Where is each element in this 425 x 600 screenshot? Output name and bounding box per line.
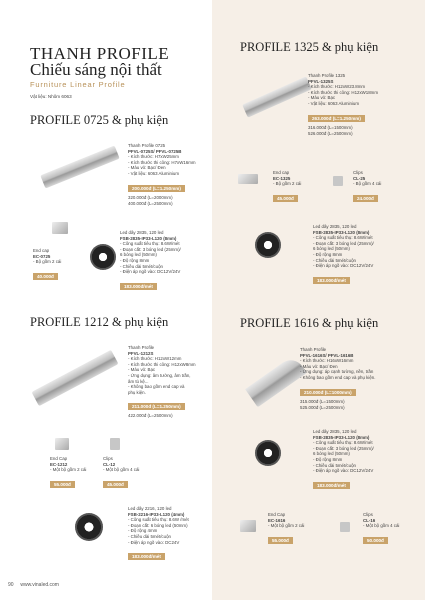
led-strip-reel-image [75, 513, 103, 541]
led-code: FSB-2835-IP33-L120 (8mm) [120, 235, 177, 241]
spec-line: - Điện áp ngõ vào: DC12V/24V [313, 468, 374, 474]
accessory-set: - Một bộ gồm 4 cái [103, 467, 140, 473]
accessory-code: CL-12 [103, 461, 116, 467]
page-number: 90 [8, 582, 14, 588]
profile-1212-image [32, 350, 119, 406]
price-badge: 40.000đ [33, 273, 58, 280]
profile-0725-image [40, 146, 119, 189]
price-line: 525.000đ (L=2500mm) [300, 404, 345, 410]
endcap-0725-info [33, 248, 73, 283]
accessory-name: End Cap [268, 512, 286, 517]
spec-line: - Ứng dụng: áp cạnh tường, nền, trần [300, 369, 374, 375]
price-badge: 183.000đ/mét [128, 553, 165, 560]
product-name: Thanh Profile 0725 [128, 143, 166, 148]
profile-0725-info [128, 143, 218, 207]
led-name: Led dây 2835, 120 led [313, 224, 357, 229]
accessory-name: End cap [273, 170, 290, 175]
accessory-code: EC-1616 [268, 517, 286, 523]
endcap-1616-info [268, 512, 323, 547]
endcap-1325-image [238, 174, 258, 184]
endcap-1212-info [50, 456, 100, 491]
spec-line: - Ứng dụng: âm tường, âm trần, [128, 372, 191, 378]
accessory-code: EC-0725 [33, 253, 51, 259]
price-badge: 211.000đ (L=1.250mm) [128, 403, 185, 410]
price-badge: 45.000đ [103, 481, 128, 488]
spec-line: 6 bóng led (50mm) [120, 252, 157, 258]
product-name: Thanh Profile 1325 [308, 73, 346, 78]
led-name: Led dây 2835, 120 led [120, 230, 164, 235]
spec-line: - Màu vỏ: Bạc [308, 95, 336, 101]
accessory-set: - Một bộ gồm 2 cái [268, 523, 305, 529]
price-badge: 183.000đ/mét [313, 277, 350, 284]
led-1212-info [128, 506, 218, 563]
led-1325-info [313, 224, 413, 287]
price-badge: 24.000đ [353, 195, 378, 202]
price-badge: 210.000đ (L=1000mm) [300, 389, 356, 396]
page-title: THANH PROFILE [30, 44, 170, 63]
led-strip-reel-image [255, 440, 281, 466]
spec-line: - Vật liệu: 6063 Aluminium [308, 100, 360, 106]
endcap-1616-image [240, 520, 256, 532]
price-badge: 183.000đ/mét [120, 283, 157, 290]
led-code: FSB-2835-IP33-L120 (8mm) [313, 434, 370, 440]
clip-1616-image [340, 522, 350, 532]
clip-1212-image [110, 438, 120, 450]
accessory-name: End Cap [50, 456, 68, 461]
led-name: Led dây 2216, 120 led [128, 506, 172, 511]
spec-line: - Chiều dài 5mét/cuộn [313, 462, 356, 468]
led-0725-info [120, 230, 212, 293]
accessory-code: CL-16 [363, 517, 376, 523]
spec-line: 6 bóng led (50mm) [313, 246, 350, 252]
price-badge: 183.000đ/mét [313, 482, 350, 489]
clip-1212-info [103, 456, 153, 491]
spec-line: - Không bao gồm end cap và phụ kiện. [300, 374, 376, 380]
price-line: 316.000đ (L=1500mm) [308, 124, 353, 130]
spec-line: - Màu vỏ: Bạc/ Đen [128, 165, 166, 171]
website-link[interactable]: www.vinaled.com [20, 582, 59, 588]
product-code: PFVL-0725S/ PFVL-0725B [128, 148, 182, 154]
spec-line: - Chiều dài 5mét/cuộn [120, 263, 163, 269]
spec-line: - Độ rộng 8mm [313, 456, 343, 462]
accessory-code: EC-1325 [273, 175, 291, 181]
price-badge: 50.000đ [363, 537, 388, 544]
product-code: PFVL-1616S/ PFVL-1616B [300, 352, 354, 358]
accessory-code: CL-25 [353, 175, 366, 181]
product-name: Thanh Profile [300, 347, 327, 352]
spec-line: - Đoạn cắt: 3 bóng led (25mm)/ [120, 246, 181, 252]
spec-line: 6 bóng led (50mm) [313, 451, 350, 457]
price-line: 400.000đ (L=2500mm) [128, 200, 173, 206]
product-code: PFVL-1212S [128, 350, 154, 356]
accessory-set: - Bộ gồm 2 cái [273, 181, 302, 187]
price-badge: 55.000đ [268, 537, 293, 544]
accessory-name: Clips [363, 512, 373, 517]
spec-line: - Chiều dài 5mét/cuộn [313, 257, 356, 263]
spec-line: âm tủ kệ... [128, 378, 149, 384]
spec-line: - Kích thước: H7xW25mm [128, 154, 179, 160]
price-line: 320.000đ (L=2000mm) [128, 194, 173, 200]
english-subtitle: Furniture Linear Profile [30, 80, 126, 89]
price-line: 422.000đ (L=2500mm) [128, 413, 173, 419]
endcap-1325-info [273, 170, 318, 205]
accessory-set: - Bộ gồm 4 cái [353, 181, 382, 187]
profile-1616-info [300, 347, 415, 411]
spec-line: - Điện áp ngõ vào: DC12V/24V [313, 263, 374, 269]
spec-line: - Điện áp ngõ vào: DC12V/24V [120, 269, 181, 275]
footer [8, 582, 59, 588]
section-title-1616: PROFILE 1616 & phụ kiện [240, 316, 379, 330]
price-line: 315.000đ (L=1500mm) [300, 398, 345, 404]
accessory-code: EC-1212 [50, 461, 68, 467]
led-strip-reel-image [255, 232, 281, 258]
endcap-0725-image [52, 222, 68, 234]
clip-1325-image [333, 176, 343, 186]
spec-line: - Kích thước thi công: H7xW16mm [128, 159, 196, 165]
spec-line: - Công suất tiêu thụ: 8.6W/mét [120, 241, 180, 247]
product-name: Thanh Profile [128, 345, 155, 350]
price-badge: 55.000đ [50, 481, 75, 488]
spec-line: - Độ rộng 8mm [313, 251, 343, 257]
led-code: FSB-2216-IP33-L120 (4mm) [128, 511, 185, 517]
profile-1325-info [308, 73, 408, 137]
spec-line: - Đoạn cắt: 3 bóng led (25mm)/ [313, 240, 374, 246]
spec-line: phụ kiện. [128, 389, 146, 395]
spec-line: - Công suất tiêu thụ: 8.6W /mét [128, 517, 189, 523]
section-title-1325: PROFILE 1325 & phụ kiện [240, 40, 379, 54]
product-code: PFVL-1325S [308, 78, 334, 84]
clip-1325-info [353, 170, 403, 205]
led-1616-info [313, 429, 413, 492]
section-title-0725: PROFILE 0725 & phụ kiện [30, 113, 169, 127]
spec-line: - Màu vỏ: Bạc/ Đen [300, 363, 338, 369]
spec-line: - Công suất tiêu thụ: 8.6W/mét [313, 440, 373, 446]
price-badge: 45.000đ [273, 195, 298, 202]
spec-line: - Kích thước: H16xW16mm [300, 358, 354, 364]
spec-line: - Vật liệu: 6063 Aluminium [128, 170, 180, 176]
spec-line: - Kích thước thi công: H12xW8mm [128, 361, 196, 367]
price-line: 526.000đ (L=2500mm) [308, 130, 353, 136]
spec-line: - Đoạn cắt: 3 bóng led (25mm)/ [313, 445, 374, 451]
spec-line: - Kích thước: H12xW23.8mm [308, 84, 366, 90]
page-subtitle: Chiếu sáng nội thất [30, 60, 162, 79]
price-badge: 263.000đ (L=1.250mm) [308, 115, 365, 122]
accessory-name: End cap [33, 248, 50, 253]
led-name: Led dây 2835, 120 led [313, 429, 357, 434]
price-badge: 200.000đ (L=1.250mm) [128, 185, 185, 192]
material-note: Vật liệu: Nhôm 6063 [30, 94, 72, 99]
accessory-set: - Một bộ gồm 2 cái [50, 467, 87, 473]
spec-line: - Công suất tiêu thụ: 8.6W/mét [313, 235, 373, 241]
spec-line: - Điện áp ngõ vào: DC24V [128, 539, 180, 545]
spec-line: - Không bao gồm end cap và [128, 384, 185, 390]
spec-line: - Kích thước thi công: H12xW18mm [308, 89, 378, 95]
spec-line: - Kích thước: H12xW12mm [128, 356, 182, 362]
led-strip-reel-image [90, 244, 116, 270]
accessory-name: Clips [103, 456, 113, 461]
profile-1212-info [128, 345, 213, 419]
spec-line: - Đoạn cắt: 6 bóng led (50mm) [128, 522, 188, 528]
spec-line: - Độ rộng 4mm [128, 528, 158, 534]
clip-1616-info [363, 512, 418, 547]
accessory-set: - Bộ gồm 2 cái [33, 259, 62, 265]
accessory-set: - Một bộ gồm 4 cái [363, 523, 400, 529]
spec-line: - Chiều dài 5mét/cuộn [128, 533, 171, 539]
endcap-1212-image [55, 438, 69, 450]
led-code: FSB-2835-IP33-L120 (8mm) [313, 229, 370, 235]
spec-line: - Màu vỏ: Bạc [128, 367, 156, 373]
spec-line: - Độ rộng 8mm [120, 257, 150, 263]
section-title-1212: PROFILE 1212 & phụ kiện [30, 315, 169, 329]
accessory-name: Clips [353, 170, 363, 175]
